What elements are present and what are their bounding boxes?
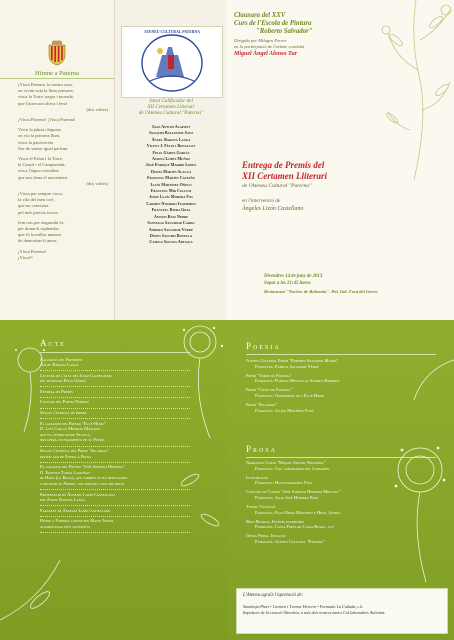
hymn-line: ¡Visca per sempre visca, — [18, 191, 63, 197]
jury-member: Joaquim Ballester Sanz — [148, 130, 194, 136]
jury-heading-line: XII Certamen Lliterari — [147, 104, 195, 111]
hymn-line: ¡Visca Paterna! — [18, 248, 47, 254]
acte-item-title: Lectura de l'acta del Jurat Calificador — [40, 372, 112, 378]
acte-item-detail: D. Luis Carlos Mendias Márquez — [40, 426, 101, 432]
hymn-line: Visca la pàtria chiqueta — [18, 127, 61, 133]
jury-member: Carmen Navarro Izquierdo — [146, 200, 196, 206]
acte-item-title: Himne a Paterna cantat per Maite Asensi — [40, 518, 114, 524]
acte-list — [40, 355, 190, 533]
acte-item — [40, 506, 190, 517]
hymn-line: visca la Torre, negra i morada, — [18, 94, 74, 100]
award-sponsor: Patrocina: Col·laboradors del Certamen — [255, 465, 330, 471]
jury-heading-line: de l'Ateneu Cultural "Paterna" — [138, 110, 204, 117]
acte-item — [40, 490, 190, 506]
hymn-line: ¡Visca Paterna, la nostra casa, — [18, 82, 73, 87]
acte-title: Acte — [40, 338, 66, 348]
hymn-line: que l'aixecava altiva i fera! — [18, 100, 68, 106]
hymn-line: ¡Visca Paterna! ¡Visca Paterna! — [18, 117, 76, 123]
thanks-line-2: Impulsors de la creació lliterària, a més dels nostres amics Col·laboradors Anònims. — [243, 610, 386, 615]
award-category: Narrativa Curta "Miquel Adlert Noguerol" — [246, 460, 327, 465]
entrega-title-2: XII Certamen Lliterari — [242, 171, 328, 181]
acte-item-detail: D. Ernesto Tomàs Landiñas — [40, 469, 90, 475]
award-sponsor: Patrocina: Caixa Popular-Caixa Rural, ccv — [255, 524, 334, 530]
hymn-line: fem tots per engrandir-la, — [18, 219, 65, 225]
hymn-stanza — [18, 156, 108, 187]
award-sponsor: Patrocina: Paco Riera Martínez e Hijos, Joyers. — [255, 509, 342, 515]
award-entry — [246, 533, 446, 544]
award-entry — [246, 519, 446, 530]
hymn-line: flor de sentor igual perfum. — [18, 145, 69, 151]
acte-item-detail: Àngel Barona Langa — [40, 362, 79, 368]
jury-list — [119, 124, 223, 246]
ateneu-logo — [121, 26, 223, 98]
hymn-line: visca la patorrereta — [18, 139, 53, 145]
acte-item — [40, 419, 190, 446]
hymn-line: que és la millor manera — [18, 232, 62, 238]
acte-item-detail: per Àngel Barona Langa — [40, 497, 86, 503]
event-date: Divendres 14 de juny de 2013 — [264, 274, 323, 279]
jury-heading — [119, 98, 223, 117]
hymn-line: que nos dona el naixement. — [18, 174, 69, 180]
hymn-line: (dos voltes) — [86, 180, 108, 186]
hymn-line: la Canyà i el Campament; — [18, 162, 66, 168]
intervention-line: en l'intervenció de — [242, 198, 281, 204]
participation-line: en la participació de l'artiste convidat — [234, 44, 305, 49]
hymn-line: on viu la primera llum, — [18, 133, 61, 139]
jury-member: Fèlix Gàmez García — [152, 149, 190, 155]
acte-item-detail: nos leerá un fragmento de su Poema — [40, 437, 105, 443]
logo-text: ATENEU CULTURAL PATERNA — [144, 30, 200, 34]
acte-item-detail: pel secretari Fèlix Gàmez — [40, 378, 86, 384]
award-category: Reto Blanco, Jóvenes escritores — [246, 518, 305, 524]
acte-item-title: Seguix l'entrega del Premi "Socarrat" — [40, 448, 109, 454]
award-entry — [246, 358, 446, 369]
entrega-title-1: Entrega de Premis del — [242, 160, 325, 170]
hymn-line: Visca el Palau i la Torre, — [18, 156, 63, 162]
jury-member: Antoni Ruiz Nebre — [153, 213, 189, 219]
event-time: Sopar a les 21:45 hores. — [264, 281, 312, 286]
acte-item-detail: de Haro (la Rioja), que también se ha desplazado — [40, 475, 128, 481]
poesia-title: Poesia — [246, 341, 281, 351]
hymn-line: pel més preciat tresor; — [18, 209, 59, 215]
jury-member: Camilo Soloza Artiaga — [149, 239, 193, 245]
divider — [246, 354, 436, 355]
hymn-stanza — [18, 249, 108, 261]
acte-item-detail: passem ara de Poesia a Prosa — [40, 453, 92, 459]
jury-member: Vicent J. Fèlix i Bonaclot — [146, 143, 196, 149]
jury-member: Dones Sanchis Botella — [149, 232, 193, 238]
speaker-name: Àngeles Lizón Castellano — [242, 206, 304, 212]
hymn-stanza — [18, 82, 108, 113]
hymn-panel — [0, 0, 114, 320]
hymn-stanza — [18, 127, 108, 152]
hymn-line: ¡Visca!! — [18, 254, 33, 260]
award-category: Teatre Valencià — [246, 504, 276, 510]
jury-member: Francesc Martín Castaño — [147, 175, 195, 181]
jury-member: José Enrique Madrid López — [145, 162, 197, 168]
jury-member: Lluís Martínez Oñeco — [150, 181, 192, 187]
acte-item-title: Lectura del Poema Premiat — [40, 399, 89, 405]
award-entry — [246, 402, 446, 413]
acte-item — [40, 409, 190, 420]
acte-item — [40, 447, 190, 463]
award-sponsor: Patrocina: Julián Martínez Font — [255, 407, 314, 413]
hymn-stanza — [18, 191, 108, 216]
hymn-line: (dos voltes) — [86, 106, 108, 112]
acte-item-detail: acompanyada pels assistents — [40, 523, 90, 529]
award-category: Premi "Torre de Paterna" — [246, 372, 293, 378]
award-sponsor: Patrocina: Germandat de l'Ecce-Homo — [255, 392, 325, 398]
jury-member: Santiago Salvador Cardo — [147, 220, 195, 226]
acte-item — [40, 387, 190, 398]
award-entry — [246, 489, 446, 500]
guest-artist: Miguel Àngel Alonso Tur — [234, 51, 298, 57]
thanks-box — [236, 588, 448, 634]
acte-item-title: El ganador del Premio "Ecce-Homo" — [40, 420, 107, 426]
acte-item-title: El ganador del Premio "José Alberto Herrero" — [40, 464, 125, 470]
hymn-line: per donar-li esplendor, — [18, 226, 60, 232]
jury-member: Amparo Salvador Verdú — [148, 226, 194, 232]
award-entry — [246, 387, 446, 398]
acte-item — [40, 355, 190, 371]
acte-item — [40, 371, 190, 387]
clausura-line: Curs de l'Escola de Pintura — [234, 20, 312, 27]
jury-member: Joan Antoni Alapont — [151, 124, 191, 129]
hymn-line: visca l'aigua cristalina — [18, 168, 59, 174]
award-sponsor: Patrocina: Puertas Metálicas Andreu-Barberà — [255, 378, 340, 384]
jury-heading-line: Jurat Calificador del — [149, 98, 193, 104]
jury-member: Francesc Riera Gras — [151, 207, 191, 213]
hymn-lyrics — [18, 82, 108, 265]
jury-panel — [114, 0, 228, 320]
award-sponsor: Patrocina: Família Salvador-Verdú — [255, 363, 319, 369]
divider — [0, 78, 114, 79]
award-sponsor: Patrocina: Julio José Herrero Pons — [255, 494, 319, 500]
acte-item-title: Seguix l'entrega de premis — [40, 410, 87, 416]
hymn-line: la vila del meu cor!, — [18, 197, 55, 203]
award-entry — [246, 504, 446, 515]
coat-of-arms-icon — [46, 40, 68, 66]
entrega-subtitle: de l'Ateneu Cultural "Paterna" — [242, 183, 312, 189]
award-sponsor: Patrocina: Huecograbados Fina — [255, 480, 312, 486]
thanks-line-1: Sanahuja-Pinet • Carmen i Tvonne Herrero • Formatia La Cañada, c.b. — [243, 604, 364, 609]
jury-member: Francesc Mir Cullum — [150, 188, 192, 194]
acte-item — [40, 398, 190, 409]
award-category: Concurs de Contes "José Alberto Herrero Minguet" — [246, 489, 341, 495]
thanks-heading: L'Ateneu agraïx l'aportació de: — [243, 593, 304, 598]
jury-member: Dones Martín Alacua — [151, 168, 191, 174]
jury-member: Josep Lluís Morera Fos — [149, 194, 193, 200]
award-entry — [246, 475, 446, 486]
award-category: Ateneu Cultural Premi "Roberto Salvador Moros" — [246, 358, 339, 363]
hymn-line: on vivim sota la llum primera, — [18, 88, 74, 94]
hymn-stanza — [18, 220, 108, 245]
acte-item — [40, 463, 190, 490]
poesia-awards — [246, 358, 446, 417]
hymn-stanza — [18, 117, 108, 123]
acte-item-title: Salutació del President — [40, 356, 83, 362]
prosa-awards — [246, 460, 446, 548]
clausura-line: "Roberto Salvador" — [256, 28, 313, 35]
hymn-title: Himne a Paterna — [35, 70, 79, 77]
award-category: Premi "Coves de Paterna" — [246, 387, 293, 393]
award-sponsor: Patrocina: Ateneu Cultural "Paterna" — [255, 539, 325, 545]
award-category: Investigació — [246, 474, 268, 480]
ceremony-panel — [226, 0, 454, 320]
directed-by: Dirigida per Milagro Ferrer — [234, 38, 287, 43]
clausura-line: Clausura del XXV — [234, 12, 286, 19]
divider — [40, 352, 190, 353]
acte-item-title: Paraules de Àngeles Lizón Castellano — [40, 507, 111, 513]
award-category: Òpera Prima. Iniciació — [246, 533, 286, 539]
jury-member: Àngel Barona Langa — [151, 136, 191, 142]
clausura-heading — [234, 12, 394, 36]
hymn-line: de demostrar-li amor. — [18, 238, 58, 244]
divider — [246, 457, 436, 458]
hymn-line: que no canviaria — [18, 203, 49, 209]
award-entry — [246, 460, 446, 471]
acte-item-title: Presentació de Àngeles Lizón Castellano — [40, 491, 115, 497]
acte-item-title: Entrega de Premis — [40, 388, 73, 394]
award-category: Premi "Socarrat" — [246, 402, 278, 408]
acte-item-detail: que ha venido desde Sevilla, — [40, 431, 91, 437]
prosa-title: Prosa — [246, 444, 278, 454]
jury-member: Aurelí López Muñoz — [152, 156, 190, 162]
acte-item-detail: a recoger su Premio, nos dirigirà unas palabras — [40, 481, 125, 486]
event-venue: Restaurant "Noches de Bohemia". Pol. Ind. Font del Gerro. — [264, 289, 379, 294]
award-entry — [246, 373, 446, 384]
acte-item — [40, 517, 190, 533]
